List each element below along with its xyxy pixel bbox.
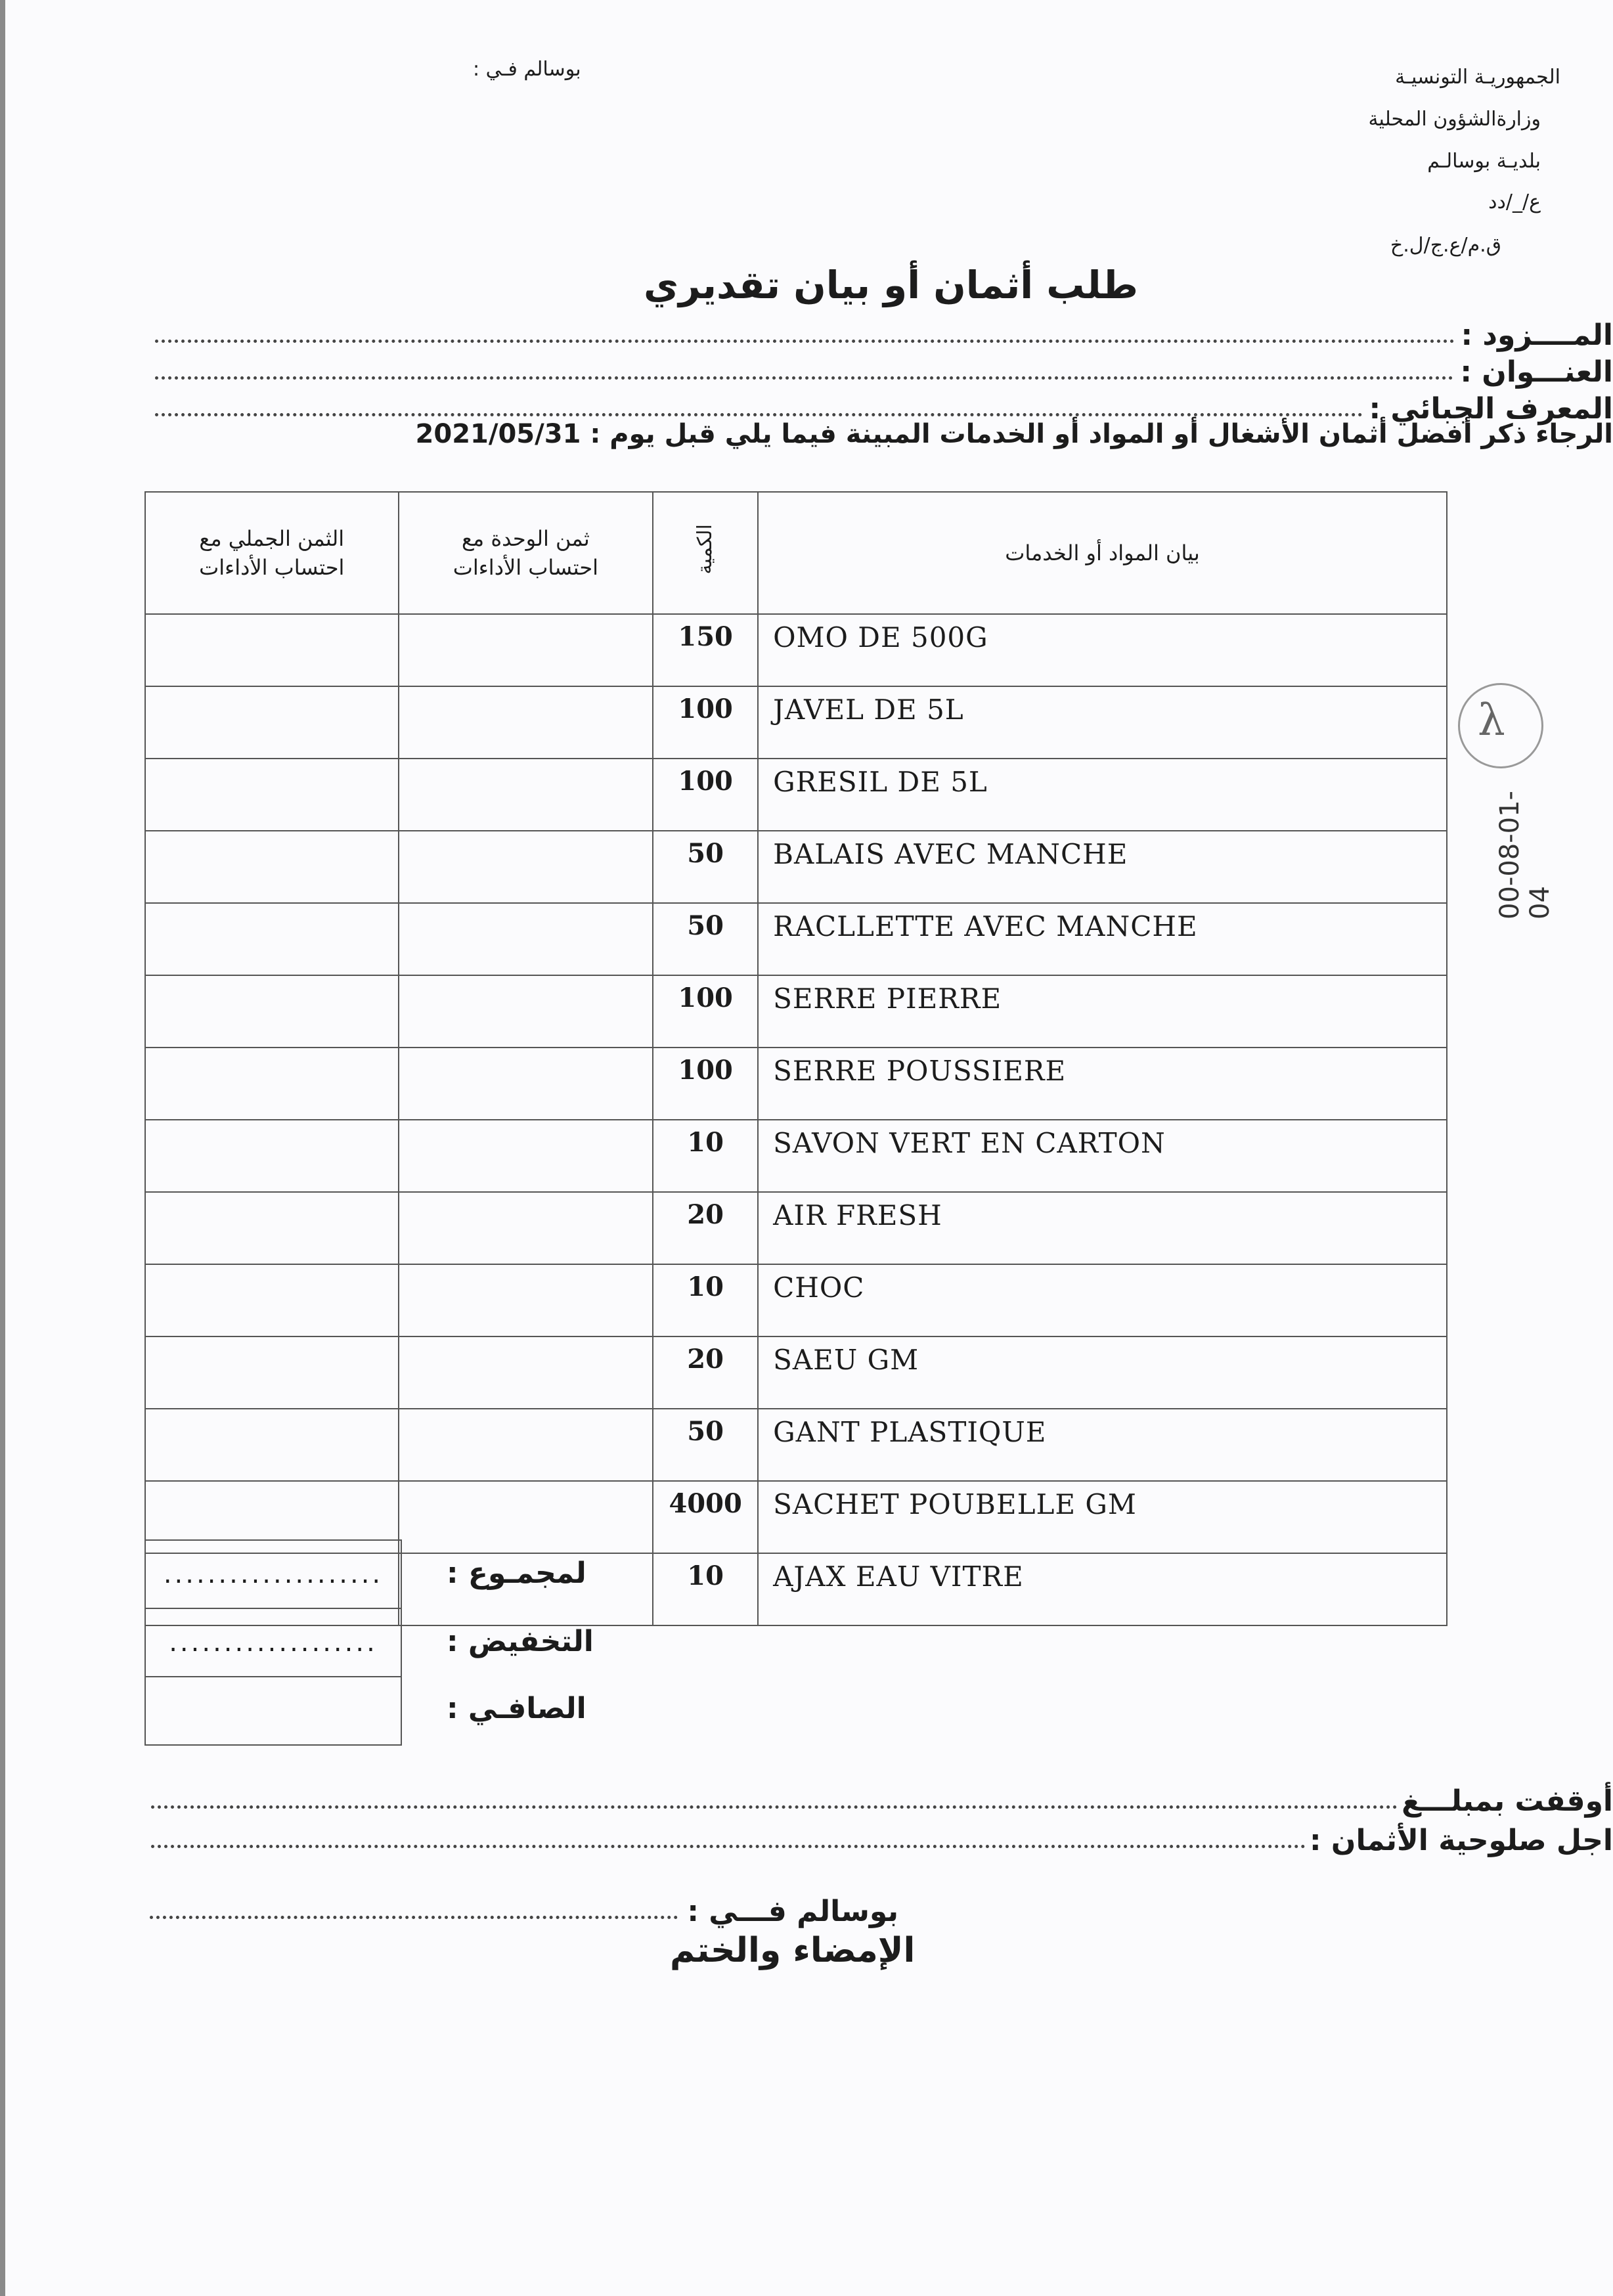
total-price-cell[interactable] [145,686,399,759]
total-sum-row [145,1540,401,1608]
table-header-row [145,492,1447,614]
header-description [758,492,1447,614]
table-row [145,903,1447,975]
table-row [145,1048,1447,1120]
supplier-field[interactable] [155,314,1613,352]
table-row [145,686,1447,759]
unit-price-cell[interactable] [399,1120,653,1192]
validity-field[interactable] [151,1818,1613,1857]
header-total-price-line-2: احتساب الأداءات [199,555,345,580]
quantity-cell: 10 [653,1553,758,1625]
net-label: الصافـي : [447,1692,586,1725]
description-cell: AJAX EAU VITRE [758,1553,1447,1625]
header-ministry: وزارةالشؤون المحلية [1368,108,1541,131]
table-row [145,1336,1447,1409]
description-cell: RACLLETTE AVEC MANCHE [758,903,1447,975]
quantity-cell: 10 [653,1264,758,1336]
deadline-date: 2021/05/31 [415,419,581,449]
header-description-label: بيان المواد أو الخدمات [1005,541,1200,565]
description-cell: CHOC [758,1264,1447,1336]
unit-price-cell[interactable] [399,1192,653,1264]
address-label: العنـــوان : [1460,355,1613,389]
items-table [144,491,1447,1626]
unit-price-cell[interactable] [399,975,653,1048]
total-price-cell[interactable] [145,614,399,686]
table-row [145,1264,1447,1336]
supplier-line[interactable] [155,340,1455,343]
net-row [145,1677,401,1745]
amount-field[interactable] [151,1778,1613,1818]
amount-label: أوقفت بمبلـــغ [1402,1784,1613,1818]
unit-price-cell[interactable] [399,1336,653,1409]
unit-price-cell[interactable] [399,614,653,686]
total-price-cell[interactable] [145,1048,399,1120]
total-price-cell[interactable] [145,1120,399,1192]
unit-price-cell[interactable] [399,759,653,831]
discount-row [145,1608,401,1677]
total-price-cell[interactable] [145,1192,399,1264]
total-price-cell[interactable] [145,903,399,975]
quantity-cell: 20 [653,1336,758,1409]
quantity-cell: 50 [653,831,758,903]
signature-label: الإمضاء والختم [670,1931,916,1970]
net-cell[interactable] [145,1677,401,1745]
header-municipality: بلديـة بوسالـم [1427,150,1541,173]
description-cell: SAEU GM [758,1336,1447,1409]
description-cell: SERRE POUSSIERE [758,1048,1447,1120]
unit-price-cell[interactable] [399,831,653,903]
page-title: طلب أثمان أو بيان تقديري [644,263,1139,307]
validity-label: اجل صلوحية الأثمان : [1310,1824,1613,1857]
total-price-cell[interactable] [145,975,399,1048]
header-total-price [145,492,399,614]
place-date-label: بوسالم فـــي : [687,1895,898,1928]
header-unit-price-line-2: احتساب الأداءات [453,555,598,580]
side-reference: 00-08-01-04 [1495,791,1555,919]
header-unit-price-line-1: ثمن الوحدة مع [461,526,590,551]
unit-price-cell[interactable] [399,1409,653,1481]
quantity-cell: 150 [653,614,758,686]
quantity-cell: 20 [653,1192,758,1264]
description-cell: AIR FRESH [758,1192,1447,1264]
total-sum-label: لمجمـوع : [447,1556,586,1590]
instruction-text: الرجاء ذكر أفضل أثمان الأشغال أو المواد أو الخدمات المبينة فيما يلي قبل يوم : [590,419,1613,449]
address-field[interactable] [155,351,1613,389]
place-date-field[interactable] [150,1889,898,1928]
stamp-mark-icon: λ [1478,695,1505,745]
table-row [145,975,1447,1048]
instruction-line [416,419,1613,449]
quantity-cell: 10 [653,1120,758,1192]
total-price-cell[interactable] [145,759,399,831]
table-row [145,831,1447,903]
description-cell: BALAIS AVEC MANCHE [758,831,1447,903]
quantity-cell: 100 [653,975,758,1048]
header-ref: ع/_/دد [1488,190,1541,213]
tax-id-line[interactable] [155,413,1363,416]
quantity-cell: 100 [653,759,758,831]
header-code: ق.م/ع.ج/ل.خ [1390,234,1501,257]
unit-price-cell[interactable] [399,1264,653,1336]
discount-cell[interactable]: ................... [145,1608,401,1677]
supplier-label: المــــزود : [1461,319,1613,352]
header-unit-price [399,492,653,614]
unit-price-cell[interactable] [399,1048,653,1120]
table-row [145,1409,1447,1481]
amount-line[interactable] [151,1805,1398,1809]
place-date-line[interactable] [150,1916,678,1919]
totals-table [144,1539,402,1746]
total-sum-cell[interactable]: .................... [145,1540,401,1608]
header-quantity-label: الكمية [694,524,717,575]
header-total-price-line-1: الثمن الجملي مع [199,526,345,551]
scan-edge [0,0,5,2296]
table-row [145,759,1447,831]
quantity-cell: 50 [653,1409,758,1481]
description-cell: OMO DE 500G [758,614,1447,686]
validity-line[interactable] [151,1845,1306,1848]
quantity-cell: 100 [653,1048,758,1120]
table-row [145,1120,1447,1192]
description-cell: SACHET POUBELLE GM [758,1481,1447,1553]
description-cell: GRESIL DE 5L [758,759,1447,831]
unit-price-cell[interactable] [399,1481,653,1553]
description-cell: GANT PLASTIQUE [758,1409,1447,1481]
table-row [145,1192,1447,1264]
unit-price-cell[interactable] [399,903,653,975]
quantity-cell: 100 [653,686,758,759]
description-cell: SAVON VERT EN CARTON [758,1120,1447,1192]
total-price-cell[interactable] [145,1264,399,1336]
total-price-cell[interactable] [145,1409,399,1481]
table-row [145,614,1447,686]
header-country: الجمهوريـة التونسيـة [1395,66,1560,89]
description-cell: JAVEL DE 5L [758,686,1447,759]
tax-id-label: المعرف الجبائي : [1369,392,1613,426]
header-quantity [653,492,758,614]
unit-price-cell[interactable] [399,686,653,759]
header-place-date: بوسالم فـي : [473,58,581,81]
quantity-cell: 50 [653,903,758,975]
address-line[interactable] [155,376,1453,380]
quantity-cell: 4000 [653,1481,758,1553]
description-cell: SERRE PIERRE [758,975,1447,1048]
total-price-cell[interactable] [145,831,399,903]
total-price-cell[interactable] [145,1336,399,1409]
discount-label: التخفيض : [447,1625,594,1658]
